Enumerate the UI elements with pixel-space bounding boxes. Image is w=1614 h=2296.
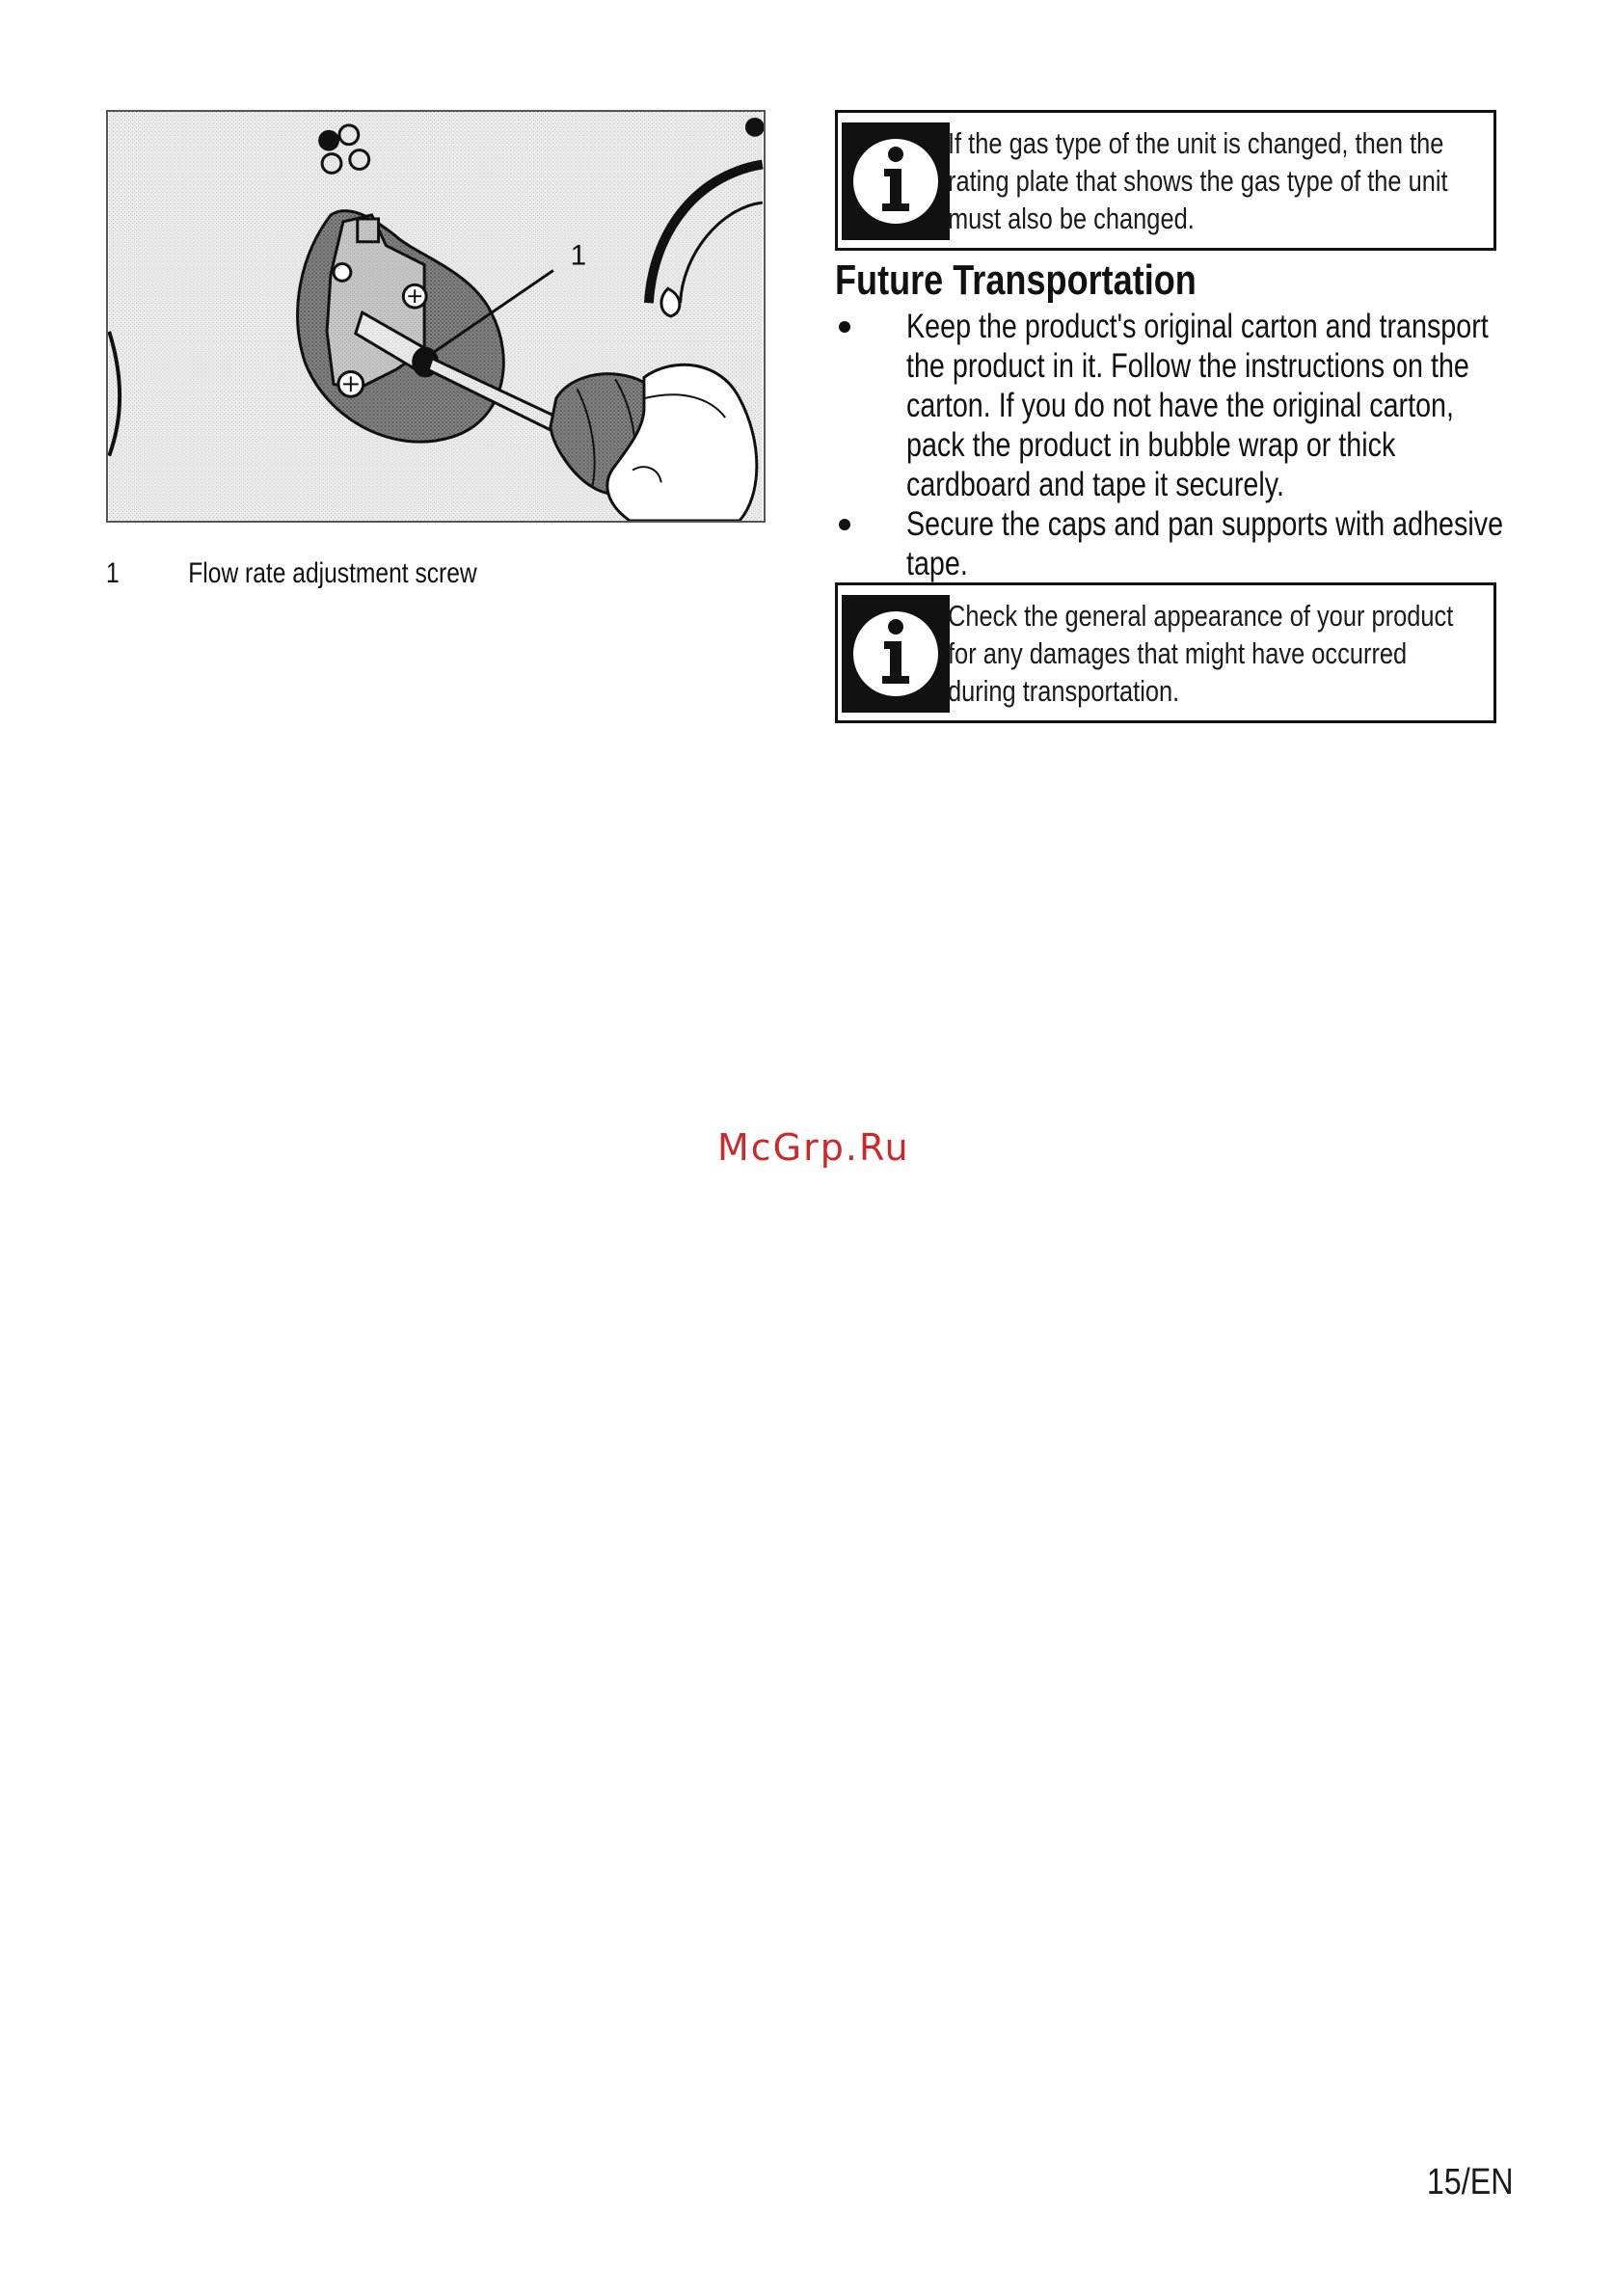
bullet-line: Keep the product's original carton and transport (906, 308, 1489, 345)
info-line: If the gas type of the unit is changed, then the (948, 126, 1444, 160)
info-text-gas-type (948, 124, 1493, 237)
info-box-transport-damage (835, 582, 1496, 723)
info-line: Check the general appearance of your product (948, 599, 1454, 633)
bullet-line: carton. If you do not have the original carton, (906, 387, 1454, 424)
figure-caption (106, 557, 477, 590)
list-item (835, 307, 1529, 504)
info-line: rating plate that shows the gas type of the unit (948, 164, 1448, 198)
valve-screw-top (334, 264, 351, 282)
caption-text: Flow rate adjustment screw (188, 557, 477, 589)
bullet-icon (839, 321, 850, 333)
flow-rate-illustration (106, 110, 766, 523)
section-title: Future Transportation (835, 257, 1197, 304)
info-line: during transportation. (948, 674, 1180, 708)
caption-number: 1 (106, 557, 120, 589)
info-icon (842, 122, 950, 240)
bullet-line: cardboard and tape it securely. (906, 466, 1284, 503)
list-item (835, 504, 1529, 583)
page-number: 15/EN (1427, 2162, 1514, 2202)
info-line: for any damages that might have occurred (948, 636, 1408, 670)
transport-instructions-list (835, 307, 1529, 583)
bullet-line: tape. (906, 545, 968, 582)
bullet-icon (839, 519, 850, 530)
bullet-line: pack the product in bubble wrap or thick (906, 426, 1396, 464)
bullet-line: Secure the caps and pan supports with adhesive (906, 505, 1504, 543)
callout-number: 1 (570, 239, 587, 272)
info-line: must also be changed. (948, 202, 1195, 235)
info-text-transport-damage (948, 597, 1493, 710)
bullet-line: the product in it. Follow the instructions on the (906, 347, 1469, 385)
info-icon (842, 595, 950, 713)
info-box-gas-type (835, 110, 1496, 251)
indicator-filled (318, 130, 339, 151)
watermark: McGrp.Ru (717, 1126, 910, 1169)
